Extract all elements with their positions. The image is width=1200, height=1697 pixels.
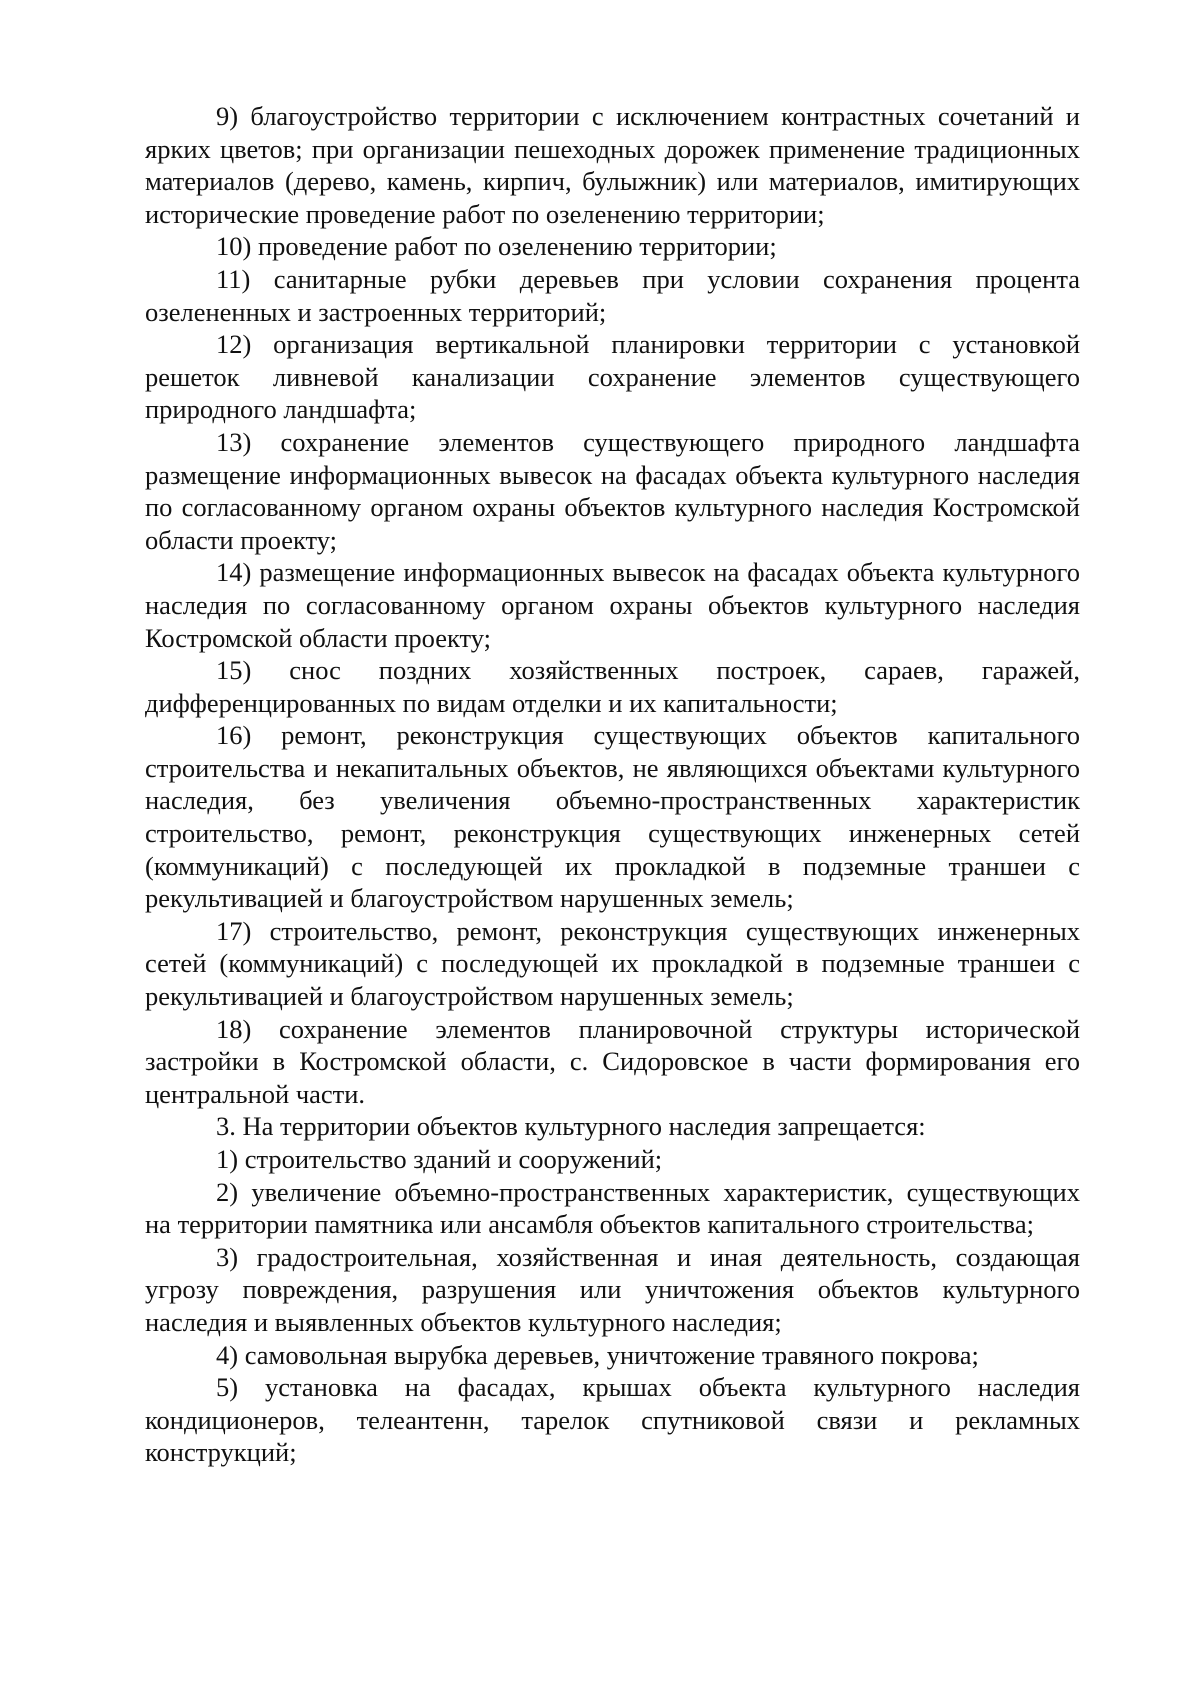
paragraph-item-10: 10) проведение работ по озеленению территории;	[216, 231, 777, 262]
prohibition-item-3: 3) градостроительная, хозяйственная и иная деятельность, создающая угрозу повреждения, разрушения или уничтожения объектов культурного наследия и выявленных объектов культурного наследия;	[145, 1241, 1080, 1337]
paragraph-item-16: 16) ремонт, реконструкция существующих объектов капитального строительства и некапитальных объектов, не являющихся объектами культурного наследия, без увеличения объемно-пространственных характеристик строительство, ремонт, реконструкция существующих инженерных сетей (коммуникаций) с последующей их прокладкой в подземные траншеи с рекультивацией и благоустройством нарушенных земель;	[145, 720, 1080, 914]
prohibition-item-1: 1) строительство зданий и сооружений;	[216, 1144, 663, 1174]
paragraph-item-17: 17) строительство, ремонт, реконструкция существующих инженерных сетей (коммуникаций) с последующей их прокладкой в подземные траншеи с рекультивацией и благоустройством нарушенных земель;	[145, 915, 1080, 1012]
paragraph-item-15: 15) снос поздних хозяйственных построек, сараев, гаражей, дифференцированных по видам отделки и их капитальности;	[145, 655, 1080, 718]
prohibition-item-2: 2) увеличение объемно-пространственных характеристик, существующих на территории памятника или ансамбля объектов капитального строительства;	[145, 1176, 1080, 1240]
prohibition-item-4: 4) самовольная вырубка деревьев, уничтожение травяного покрова;	[216, 1339, 979, 1370]
section-heading-3: 3. На территории объектов культурного наследия запрещается:	[216, 1111, 926, 1142]
paragraph-item-18: 18) сохранение элементов планировочной структуры исторической застройки в Костромской области, с. Сидоровское в части формирования его центральной части.	[145, 1013, 1080, 1109]
prohibition-item-5: 5) установка на фасадах, крышах объекта культурного наследия кондиционеров, телеантенн, тарелок спутниковой связи и рекламных конструкций;	[145, 1372, 1080, 1468]
paragraph-item-13: 13) сохранение элементов существующего природного ландшафта размещение информационных вывесок на фасадах объекта культурного наследия по согласованному органом охраны объектов культурного наследия Костромской области проекту;	[145, 426, 1080, 555]
paragraph-item-14: 14) размещение информационных вывесок на фасадах объекта культурного наследия по согласованному органом охраны объектов культурного наследия Костромской области проекту;	[145, 557, 1080, 653]
paragraph-item-11: 11) санитарные рубки деревьев при условии сохранения процента озелененных и застроенных территорий;	[145, 263, 1080, 327]
document-page	[145, 100, 1080, 1660]
paragraph-item-12: 12) организация вертикальной планировки территории с установкой решеток ливневой канализации сохранение элементов существующего природного ландшафта;	[145, 329, 1080, 425]
paragraph-item-9: 9) благоустройство территории с исключением контрастных сочетаний и ярких цветов; при организации пешеходных дорожек применение традиционных материалов (дерево, камень, кирпич, булыжник) или материалов, имитирующих исторические проведение работ по озеленению территории;	[145, 101, 1080, 229]
